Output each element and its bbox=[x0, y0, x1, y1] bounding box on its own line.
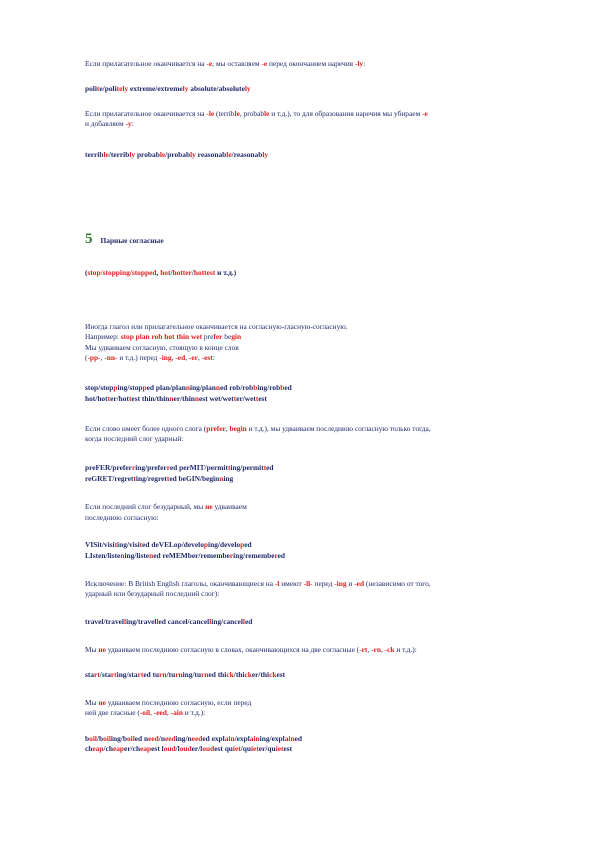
highlight-text: t bbox=[107, 394, 111, 403]
text-run: ed bbox=[284, 383, 292, 392]
text-run: ing/develo bbox=[208, 540, 241, 549]
text-run: ней две гласные ( bbox=[85, 708, 140, 717]
text-run: ed bbox=[244, 617, 253, 626]
highlight-text: n bbox=[185, 383, 191, 392]
highlight-text: iet bbox=[275, 744, 284, 753]
text-run: ing/sta bbox=[116, 670, 138, 679]
text-run: preFER/prefer bbox=[85, 463, 132, 472]
text-run: travel/travel bbox=[85, 617, 124, 626]
highlight-text: prefer bbox=[206, 424, 226, 433]
text-line bbox=[85, 589, 219, 598]
text-line bbox=[85, 734, 302, 743]
text-line bbox=[85, 551, 285, 560]
highlight-text: t bbox=[114, 540, 118, 549]
text-run: ed perMIT/permit bbox=[169, 463, 228, 472]
highlight-text: -ed bbox=[354, 579, 365, 588]
text-run: и т.д.): bbox=[182, 708, 206, 717]
text-line bbox=[85, 579, 431, 588]
highlight-text: ain bbox=[249, 734, 260, 743]
highlight-text: ain bbox=[284, 734, 295, 743]
highlight-text: p bbox=[203, 540, 209, 549]
text-run: Если прилагательное оканчивается на bbox=[85, 59, 207, 68]
highlight-text: fer bbox=[213, 332, 223, 341]
text-run: ing/plan bbox=[190, 383, 216, 392]
text-run: и т.д.), мы удваиваем последнюю согласную только тогда, bbox=[246, 424, 431, 433]
highlight-text: rt bbox=[110, 670, 117, 679]
text-run: ing/n bbox=[175, 734, 192, 743]
text-run: ed bbox=[266, 463, 274, 472]
highlight-text: p bbox=[240, 540, 245, 549]
text-run: ing/expl bbox=[259, 734, 285, 743]
highlight-text: t bbox=[227, 463, 231, 472]
highlight-text: rn bbox=[175, 670, 183, 679]
text-run: ed tu bbox=[143, 670, 160, 679]
highlight-text: l bbox=[209, 617, 212, 626]
text-run: sta bbox=[85, 670, 95, 679]
text-run: (независимо от того, bbox=[364, 579, 431, 588]
text-run: ( bbox=[85, 353, 88, 362]
highlight-text: begin bbox=[229, 424, 247, 433]
text-run: ed bbox=[277, 551, 286, 560]
text-run: : bbox=[131, 119, 134, 128]
highlight-text: tely bbox=[116, 84, 129, 93]
highlight-text: oil bbox=[126, 734, 135, 743]
text-run: ударный или безударный последний слог): bbox=[85, 589, 220, 598]
text-run: Если последний слог безударный, мы bbox=[85, 502, 206, 511]
text-run: : bbox=[212, 353, 215, 362]
highlight-text: stop/stopping/stopped bbox=[87, 268, 157, 277]
highlight-text: ly bbox=[190, 150, 196, 159]
text-run: когда последний слог ударный: bbox=[85, 434, 184, 443]
text-run: /b bbox=[96, 734, 104, 743]
text-run: er/wet bbox=[236, 394, 256, 403]
text-line bbox=[85, 119, 134, 128]
text-run: est bbox=[276, 670, 286, 679]
text-run: , bbox=[197, 353, 202, 362]
highlight-text: -rt bbox=[359, 645, 368, 654]
highlight-text: r bbox=[274, 551, 278, 560]
text-run: Например: bbox=[85, 332, 121, 341]
text-run: er/qu bbox=[258, 744, 276, 753]
highlight-text: rn bbox=[201, 670, 209, 679]
highlight-text: hot bbox=[160, 268, 171, 277]
highlight-text: -ly bbox=[354, 59, 364, 68]
highlight-text: oud bbox=[179, 744, 192, 753]
highlight-text: t bbox=[139, 540, 143, 549]
highlight-text: ain bbox=[224, 734, 235, 743]
text-run: LIsten/liste bbox=[85, 551, 121, 560]
text-run: er/hot bbox=[110, 394, 129, 403]
text-run: удваиваем bbox=[212, 502, 247, 511]
text-run: перед bbox=[312, 579, 335, 588]
text-line bbox=[85, 502, 247, 511]
text-run: , bbox=[100, 353, 105, 362]
highlight-text: l bbox=[124, 617, 127, 626]
text-run: ( bbox=[85, 268, 88, 277]
highlight-text: hottest bbox=[193, 268, 216, 277]
text-run: extreme/extreme bbox=[128, 84, 183, 93]
highlight-text: -ck bbox=[384, 645, 395, 654]
text-run: est thin/thin bbox=[131, 394, 170, 403]
text-line bbox=[85, 150, 268, 159]
highlight-text: eap bbox=[92, 744, 104, 753]
highlight-text: -oil bbox=[139, 708, 151, 717]
highlight-text: hotter bbox=[172, 268, 192, 277]
highlight-text: ly bbox=[129, 150, 136, 159]
text-line bbox=[85, 383, 292, 392]
text-run: , bbox=[156, 268, 161, 277]
text-run: ing/tu bbox=[182, 670, 202, 679]
text-line bbox=[85, 424, 431, 433]
highlight-text: le bbox=[226, 150, 232, 159]
text-run: ed rob/rob bbox=[220, 383, 254, 392]
text-run: ed thi bbox=[208, 670, 227, 679]
text-run: er/l bbox=[191, 744, 203, 753]
text-run: er/thi bbox=[251, 670, 270, 679]
highlight-text: ck bbox=[226, 670, 234, 679]
highlight-text: oil bbox=[89, 734, 97, 743]
text-run: pre bbox=[202, 332, 214, 341]
highlight-text: -eed bbox=[153, 708, 167, 717]
highlight-text: -ing bbox=[159, 353, 172, 362]
highlight-text: t bbox=[255, 394, 259, 403]
highlight-text: t bbox=[133, 474, 136, 483]
text-run: ed plan/plan bbox=[146, 383, 186, 392]
highlight-text: -ed bbox=[175, 353, 186, 362]
highlight-text: -nn- bbox=[104, 353, 118, 362]
text-run: est qu bbox=[214, 744, 233, 753]
highlight-text: l bbox=[242, 617, 245, 626]
text-run: ing/stop bbox=[117, 383, 143, 392]
highlight-text: iet bbox=[251, 744, 259, 753]
text-run: ed beGIN/begin bbox=[169, 474, 220, 483]
text-run: terrib bbox=[85, 150, 104, 159]
text-run: er/thin bbox=[173, 394, 195, 403]
highlight-text: -ll- bbox=[303, 579, 313, 588]
text-run: ed n bbox=[134, 734, 149, 743]
text-run: reGRET/regret bbox=[85, 474, 134, 483]
text-run: be bbox=[222, 332, 232, 341]
highlight-text: eed bbox=[191, 734, 203, 743]
highlight-text: b bbox=[253, 383, 258, 392]
text-run: absolute/absolute bbox=[188, 84, 245, 93]
text-run: Мы удваиваем согласную, стоящую в конце слов bbox=[85, 343, 239, 352]
text-run: est bbox=[283, 744, 293, 753]
text-run: Мы bbox=[85, 645, 99, 654]
text-run: ing/remembe bbox=[233, 551, 275, 560]
text-run: Исключение: В British English глаголы, оканчивающиеся на bbox=[85, 579, 275, 588]
text-run: и т.д.), то для образования наречия мы убираем bbox=[269, 109, 423, 118]
text-run: ed cancel/cancel bbox=[158, 617, 210, 626]
highlight-text: ck bbox=[244, 670, 252, 679]
text-run: / bbox=[191, 268, 194, 277]
text-run: ch bbox=[85, 744, 93, 753]
highlight-text: n bbox=[149, 551, 154, 560]
text-line bbox=[85, 617, 252, 626]
text-run: /expl bbox=[234, 734, 250, 743]
highlight-text: n bbox=[194, 394, 200, 403]
text-run: /tu bbox=[166, 670, 176, 679]
highlight-text: iet bbox=[232, 744, 241, 753]
text-line bbox=[85, 332, 241, 341]
text-run: и т.д.) bbox=[215, 268, 237, 277]
highlight-text: rt bbox=[137, 670, 144, 679]
text-run: , bbox=[225, 424, 230, 433]
text-run: , bbox=[166, 708, 171, 717]
text-line bbox=[85, 268, 236, 277]
text-run: reasonab bbox=[195, 150, 227, 159]
text-run: stop/stop bbox=[85, 383, 114, 392]
highlight-text: -rn bbox=[371, 645, 381, 654]
text-run: ing/cancel bbox=[211, 617, 243, 626]
highlight-text: oud bbox=[202, 744, 215, 753]
highlight-text: r bbox=[229, 551, 234, 560]
text-run: ing/rob bbox=[257, 383, 281, 392]
text-run: ed reMEMber/remembe bbox=[153, 551, 230, 560]
text-run: ing/travel bbox=[126, 617, 157, 626]
highlight-text: oud bbox=[163, 744, 176, 753]
text-run: /n bbox=[158, 734, 165, 743]
text-run: ed bbox=[244, 540, 252, 549]
highlight-text: le bbox=[159, 150, 166, 159]
highlight-text: ly bbox=[244, 84, 251, 93]
text-line bbox=[85, 708, 205, 717]
highlight-text: p bbox=[142, 383, 147, 392]
highlight-text: r bbox=[131, 463, 136, 472]
text-run: ing/b bbox=[110, 734, 127, 743]
text-line bbox=[85, 513, 159, 522]
highlight-text: r bbox=[166, 463, 170, 472]
text-line bbox=[85, 540, 252, 549]
text-line bbox=[85, 698, 251, 707]
highlight-text: p bbox=[113, 383, 118, 392]
text-run: Иногда глагол или прилагательное оканчивается на согласную-гласную-согласную. bbox=[85, 322, 348, 331]
text-run: er/ch bbox=[124, 744, 141, 753]
highlight-text: -l bbox=[274, 579, 280, 588]
highlight-text: -e bbox=[422, 109, 428, 118]
text-run: , bbox=[380, 645, 385, 654]
highlight-text: t bbox=[166, 474, 170, 483]
highlight-text: t bbox=[96, 84, 100, 93]
text-run: , bbox=[171, 353, 176, 362]
highlight-text: ly bbox=[262, 150, 269, 159]
text-run: (terrib bbox=[214, 109, 235, 118]
highlight-text: rt bbox=[94, 670, 100, 679]
highlight-text: rn bbox=[159, 670, 167, 679]
text-line bbox=[85, 645, 417, 654]
text-run: VISit/visi bbox=[85, 540, 115, 549]
highlight-text: stop plan rob hot thin wet bbox=[120, 332, 203, 341]
text-run: Мы bbox=[85, 698, 99, 707]
highlight-text: -ing bbox=[334, 579, 347, 588]
text-run: e bbox=[99, 84, 103, 93]
text-line bbox=[85, 744, 292, 753]
text-run: /reasonab bbox=[231, 150, 263, 159]
highlight-text: le bbox=[103, 150, 109, 159]
highlight-text: n bbox=[219, 474, 224, 483]
text-run: / bbox=[170, 268, 173, 277]
text-run: ing/regret bbox=[135, 474, 167, 483]
text-run: Если слово имеет более одного слога ( bbox=[85, 424, 207, 433]
text-run: перед окончанием наречия bbox=[267, 59, 355, 68]
text-line bbox=[85, 84, 251, 93]
text-run: , мы оставляем bbox=[212, 59, 262, 68]
text-run: ing/prefer bbox=[135, 463, 167, 472]
text-run: и т.д.) перед bbox=[117, 353, 160, 362]
text-run: ing/liste bbox=[124, 551, 150, 560]
text-line bbox=[85, 394, 267, 403]
text-run: est l bbox=[151, 744, 164, 753]
highlight-text: -est bbox=[201, 353, 213, 362]
highlight-text: n bbox=[120, 551, 125, 560]
text-run: , probab bbox=[239, 109, 265, 118]
highlight-text: -er bbox=[188, 353, 198, 362]
text-run: , bbox=[367, 645, 372, 654]
text-line bbox=[85, 670, 285, 679]
text-run: /poli bbox=[102, 84, 117, 93]
highlight-text: l bbox=[156, 617, 159, 626]
text-line bbox=[85, 109, 428, 118]
text-run: /qu bbox=[240, 744, 251, 753]
text-run: ing/visi bbox=[117, 540, 140, 549]
text-run: ing/permit bbox=[230, 463, 264, 472]
text-run: ed deVELop/develo bbox=[142, 540, 204, 549]
highlight-text: t bbox=[263, 463, 267, 472]
text-run: /probab bbox=[165, 150, 191, 159]
text-line bbox=[85, 59, 365, 68]
text-run: , bbox=[150, 708, 154, 717]
text-line bbox=[85, 474, 233, 483]
section-title: Парные согласные bbox=[100, 236, 164, 245]
text-run: est bbox=[258, 394, 267, 403]
text-run: : bbox=[363, 59, 366, 68]
text-run: ed bbox=[294, 734, 302, 743]
highlight-text: t bbox=[233, 394, 237, 403]
text-run: /ch bbox=[103, 744, 113, 753]
text-run: est wet/wet bbox=[199, 394, 234, 403]
text-run: /sta bbox=[99, 670, 111, 679]
text-run: удваиваем последнюю согласную в словах, оканчивающихся на две согласные ( bbox=[105, 645, 360, 654]
section-heading bbox=[85, 230, 164, 248]
highlight-text: eap bbox=[140, 744, 152, 753]
highlight-text: eed bbox=[148, 734, 159, 743]
highlight-text: le bbox=[264, 109, 270, 118]
text-line bbox=[85, 353, 215, 362]
highlight-text: -le bbox=[206, 109, 215, 118]
section-number: 5 bbox=[85, 231, 93, 247]
highlight-text: -y bbox=[125, 119, 132, 128]
text-run: и bbox=[346, 579, 355, 588]
text-run: ed expl bbox=[202, 734, 225, 743]
text-run: hot/hot bbox=[85, 394, 108, 403]
text-line bbox=[85, 463, 274, 472]
highlight-text: ly bbox=[182, 84, 189, 93]
highlight-text: oil bbox=[103, 734, 111, 743]
highlight-text: -e bbox=[206, 59, 213, 68]
text-run: удваиваем последнюю согласную, если перед bbox=[105, 698, 252, 707]
text-run: , bbox=[185, 353, 189, 362]
text-line bbox=[85, 434, 183, 443]
text-run: и добавляем bbox=[85, 119, 126, 128]
text-run: probab bbox=[135, 150, 160, 159]
highlight-text: не bbox=[205, 502, 213, 511]
text-run: poli bbox=[85, 84, 97, 93]
highlight-text: b bbox=[280, 383, 285, 392]
highlight-text: -e bbox=[261, 59, 268, 68]
text-run: Если прилагательное оканчивается на bbox=[85, 109, 207, 118]
highlight-text: n bbox=[169, 394, 174, 403]
highlight-text: ck bbox=[269, 670, 277, 679]
highlight-text: -pp- bbox=[87, 353, 101, 362]
text-run: имеют bbox=[279, 579, 304, 588]
text-run: ing bbox=[223, 474, 234, 483]
highlight-text: n bbox=[215, 383, 221, 392]
text-run: последнюю согласную: bbox=[85, 513, 159, 522]
text-run: /l bbox=[175, 744, 180, 753]
highlight-text: не bbox=[98, 645, 106, 654]
highlight-text: eed bbox=[164, 734, 176, 743]
text-line bbox=[85, 322, 348, 331]
text-line bbox=[85, 343, 239, 352]
text-run: /terrib bbox=[108, 150, 130, 159]
text-run: /thi bbox=[233, 670, 245, 679]
highlight-text: le bbox=[234, 109, 240, 118]
highlight-text: -ain bbox=[170, 708, 183, 717]
highlight-text: не bbox=[98, 698, 106, 707]
highlight-text: gin bbox=[231, 332, 242, 341]
text-run: b bbox=[85, 734, 90, 743]
highlight-text: t bbox=[128, 394, 132, 403]
highlight-text: eap bbox=[112, 744, 125, 753]
text-run: и т.д.): bbox=[394, 645, 417, 654]
